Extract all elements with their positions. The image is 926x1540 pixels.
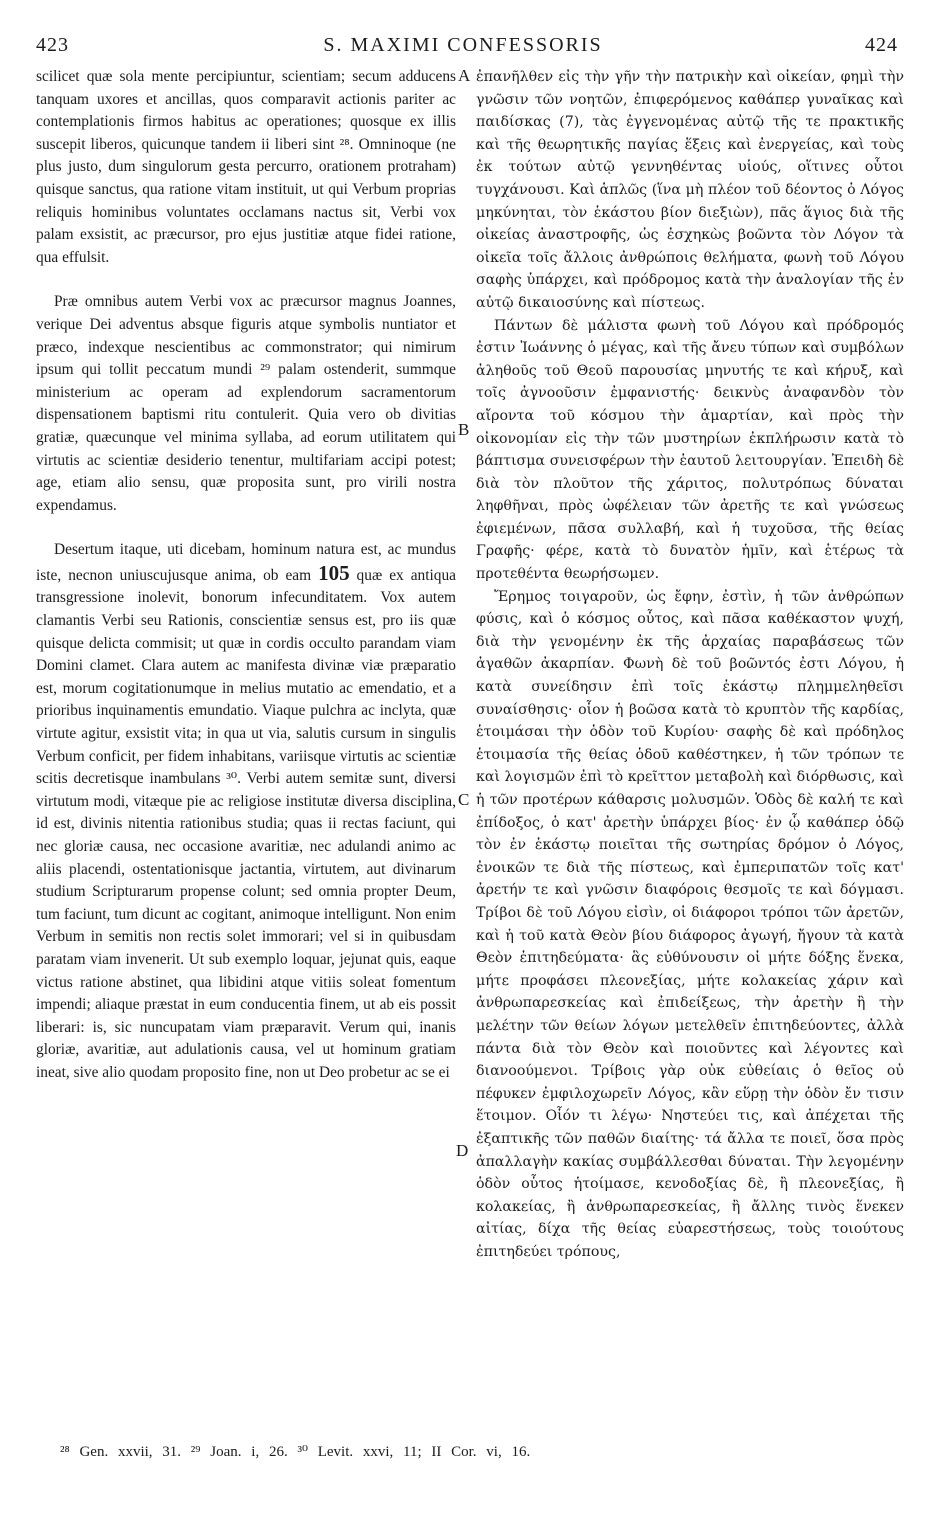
latin-paragraph-3-start: Desertum itaque, uti dicebam, hominum natura est, ac mundus iste, necnon uniuscujusque anima, ob eam [36,541,456,584]
page-number-right: 424 [865,34,898,56]
latin-paragraph-3 [36,539,456,1084]
running-head: S. MAXIMI CONFESSORIS [323,34,603,56]
margin-marker-b: B [458,420,470,439]
page-header [0,30,926,60]
folio-number: 105 [318,560,350,585]
greek-column [476,66,904,1263]
greek-paragraph-3: Ἔρημος τοιγαροῦν, ὡς ἔφην, ἐστὶν, ἡ τῶν ἀνθρώπων φύσις, καὶ ὁ κόσμος οὗτος, καὶ πᾶσα καθέκαστον ψυχή, διὰ τὴν γενομένην ἐκ τῆς ἀρχαίας παραβάσεως τῶν ἀγαθῶν ἀκαρπίαν. Φωνὴ δὲ τοῦ βοῶντός ἐστι Λόγου, ἡ κατὰ συνείδησιν ἐπὶ τοῖς ἑκάστῳ πλημμεληθεῖσι συναίσθησις· οἷον ἡ βοῶσα κατὰ τὸ κρυπτὸν τῆς καρδίας, ἑτοιμάσαι τὴν ὁδὸν τοῦ Κυρίου· σαφὴς δὲ καὶ πρόδηλος ἑτοιμασία τῆς θείας ὁδοῦ καθέστηκεν, ἡ τῶν τρόπων τε καὶ λογισμῶν ἐπὶ τὸ κρεῖττον μεταβολὴ καὶ διόρθωσις, καὶ ἡ τῶν προτέρων κάθαρσις μολυσμῶν. Ὁδὸς δὲ καλή τε καὶ ἐπίδοξος, ὁ κατ' ἀρετὴν ὑπάρχει βίος· ἐν ᾧ καθάπερ ὁδῷ τὸν ἐν ἑκάστῳ ποιεῖται τῆς σωτηρίας δρόμον ὁ Λόγος, ἐνοικῶν τε διὰ τῆς πίστεως, καὶ ἐμπεριπατῶν τοῖς κατ' ἀρετήν τε καὶ γνῶσιν διαφόροις θεσμοῖς τε καὶ δόγμασι. Τρίβοι δὲ τοῦ Λόγου εἰσὶν, οἱ διάφοροι τρόποι τῶν ἀρετῶν, καὶ ἡ τοῦ κατὰ Θεὸν βίου διάφορος ἀγωγή, ἤγουν τὰ κατὰ Θεὸν ἐπιτηδεύματα· ἃς εὐθύνουσιν οἱ μήτε δόξης ἕνεκα, μήτε προφάσει πλεονεξίας, μήτε κολακείας χάριν καὶ ἀνθρωπαρεσκείας καὶ ἐπιδείξεως, τὴν ἀρετὴν ἢ τὴν μελέτην τῶν θείων λόγων μετελθεῖν ἐπιτηδεύοντες, ἀλλὰ πάντα διὰ τὸν Θεὸν καὶ ποιοῦντες καὶ λέγοντες καὶ διανοούμενοι. Τρίβοις γὰρ οὐκ εὐθείαις ὁ θεῖος οὐ πέφυκεν ἐμφιλοχωρεῖν Λόγος, κἂν εὕρῃ τὴν ὁδὸν ἔν τισιν ἕτοιμον. Οἷόν τι λέγω· Νηστεύει τις, καὶ ἀπέχεται τῆς ἐξαπτικῆς τῶν παθῶν διαίτης· τά ἄλλα τε ποιεῖ, ὅσα πρὸς ἀπαλλαγὴν κακίας συμβάλλεσθαι δύναται. Τὴν λεγομένην ὁδὸν οὗτος ἡτοίμασε, κενοδοξίας δὲ, ἢ πλεονεξίας, ἢ κολακείας, ἢ ἀνθρωπαρεσκείας, ἢ ἄλλης τινὸς ἕνεκεν αἰτίας, δίχα τῆς θείας εὐαρεστήσεως, τοὺς τοιούτους ἐπιτηδεύει τρόπους, [476,588,904,1260]
margin-marker-c: C [458,790,470,809]
margin-marker-a: A [458,66,471,85]
latin-paragraph-1: scilicet quæ sola mente percipiuntur, scientiam; secum adducens tanquam uxores et ancillas, quos comparavit actionis pariter ac contemplationis firmos habitus ac operationes; quosque ex illis suscepit liberos, quicunque tandem ii liberi sint ²⁸. Omninoque (ne plus justo, dum singulorum gesta percurro, orationem protraham) quisque sanctus, qua ratione vitam instituit, ut qui Verbum proprias reliquis hominibus voluntates occlamans nactus sit, Verbi vox palam exsistit, ac præcursor, pro ejus justitiæ atque fidei ratione, qua effulsit. [36,68,456,266]
latin-paragraph-3-rest: quæ ex antiqua transgressione inolevit, bonorum infecunditatem. Vox autem clamantis Verbi seu Rationis, conscientiæ sensus est, pro iis quæ quisque delicta commisit; ut quæ in cordis occulto parandam viam Domini clamet. Clara autem ac manifesta divinæ viæ præparatio est, morum cogitationumque in melius mutatio ac emendatio, et a prioribus inquinamentis emundatio. Viaque pulchra ac inclyta, quæ virtute agitur, exsistit vita; in qua ut via, salutis cursum in singulis Verbum conficit, per fidem inhabitans, variisque virtutis ac scientiæ scitis decretisque inambulans ³⁰. Verbi autem semitæ sunt, diversi virtutum modi, vitæque pie ac religiose institutæ diversa disciplina, id est, divinis nitentia rationibus studia; quas ii rectas faciunt, qui nec gloriæ causa, nec occasione avaritiæ, nec adulandi animo ac aliis placendi, ostentationisque jactantia, virtutem, aut divinarum studium Scripturarum propense colunt; sed omnia propter Deum, tum faciunt, tum dicunt ac cogitant, animoque intelligunt. Non enim Verbum in semitis non rectis solet immorari; vel si in quibusdam paratam viam invenerit. Ut sub exemplo loquar, jejunat quis, eaque victus ratione abstinet, qua libidini atque vitiis soleat fomentum impendi; aliaque præstat in eum conducentia finem, ut ab eis possit liberari: is, sic nuncupatam viam præparavit. Verum qui, inanis gloriæ, avaritiæ, aut adulationis causa, vel ut hominum gratiam ineat, sive alio quodam proposito fine, non ut Deo probetur ac se ei [36,566,456,1081]
greek-paragraph-2: Πάντων δὲ μάλιστα φωνὴ τοῦ Λόγου καὶ πρόδρομός ἐστιν Ἰωάννης ὁ μέγας, καὶ τῆς ἄνευ τύπων καὶ συμβόλων ἀληθοῦς τοῦ Θεοῦ παρουσίας μηνυτής τε καὶ κήρυξ, καὶ τοῖς ἀγνοοῦσιν ἐμφανιστής· δεικνὺς ἀναφανδὸν τὸν αἴροντα τοῦ κόσμου τὴν ἁμαρτίαν, καὶ πρὸς τὴν οἰκονομίαν εἰς τὴν τῶν μυστηρίων ἐκπλήρωσιν κατὰ τὸ βάπτισμα συνεισφέρων τὴν ἑαυτοῦ λειτουργίαν. Ἐπειδὴ δὲ διὰ τὸν πλοῦτον τῆς χάριτος, πολυτρόπως δύναται ληφθῆναι, πρὸς ὠφέλειαν τῶν ἀρετῆς τε καὶ γνώσεως ἐφιεμένων, πᾶσα συλλαβή, καὶ ἡ τυχοῦσα, τῆς θείας Γραφῆς· φέρε, κατὰ τὸ δυνατὸν ἡμῖν, καὶ ἑτέρως τὰ προτεθέντα θεωρήσωμεν. [476,317,904,583]
latin-paragraph-2: Præ omnibus autem Verbi vox ac præcursor magnus Joannes, verique Dei adventus absque figuris atque symbolis nuntiator et præco, indexque nescientibus ac commonstrator; qui nimirum ipsum qui tollit peccatum mundi ²⁹ palam ostenderit, summque ministerium ac operam ad explendorum sacramentorum dispensationem baptismi ritu contulerit. Quia vero ob divitias gratiæ, quæcunque vel minima syllaba, ad eorum utilitatem qui virtutis ac scientiæ desiderio tenentur, multifariam accipi potest; age, etiam alio sensu, quæ proposita sunt, pro virili nostra expendamus. [36,293,456,514]
latin-column [36,66,456,1085]
margin-marker-d: D [456,1141,469,1160]
footnotes: ²⁸ Gen. xxvii, 31. ²⁹ Joan. i, 26. ³⁰ Levit. xxvi, 11; II Cor. vi, 16. [60,1444,531,1460]
page-number-left: 423 [36,34,69,56]
greek-paragraph-1: ἐπανῆλθεν εἰς τὴν γῆν τὴν πατρικὴν καὶ οἰκείαν, φημὶ τὴν γνῶσιν τῶν νοητῶν, ἐπιφερόμενος καθάπερ γυναῖκας καὶ παιδίσκας (7), τὰς ἐγγενομένας αὐτῷ τῆς τε πρακτικῆς καὶ τῆς θεωρητικῆς παγίας ἕξεις καὶ ἐνεργείας, καὶ τοὺς ἐκ τούτων αὐτῷ γεννηθέντας υἱούς, οἵτινες οὗτοι τυγχάνουσι. Καὶ ἁπλῶς (ἵνα μὴ πλέον τοῦ δέοντος ὁ Λόγος μηκύνηται, τὸν ἑκάστου βίον διεξιὼν), πᾶς ἅγιος διὰ τῆς οἰκείας ἀναστροφῆς, ὡς ἐσχηκὼς βοῶντα τὸν Λόγον τὰ οἰκεῖα τοῖς ἄλλοις ἀνθρώποις θελήματα, φωνὴ τοῦ Λόγου σαφὴς ὑπάρχει, καὶ πρόδρομος κατὰ τὴν ἀναλογίαν τῆς ἐν αὐτῷ δικαιοσύνης καὶ πίστεως. [476,69,904,311]
